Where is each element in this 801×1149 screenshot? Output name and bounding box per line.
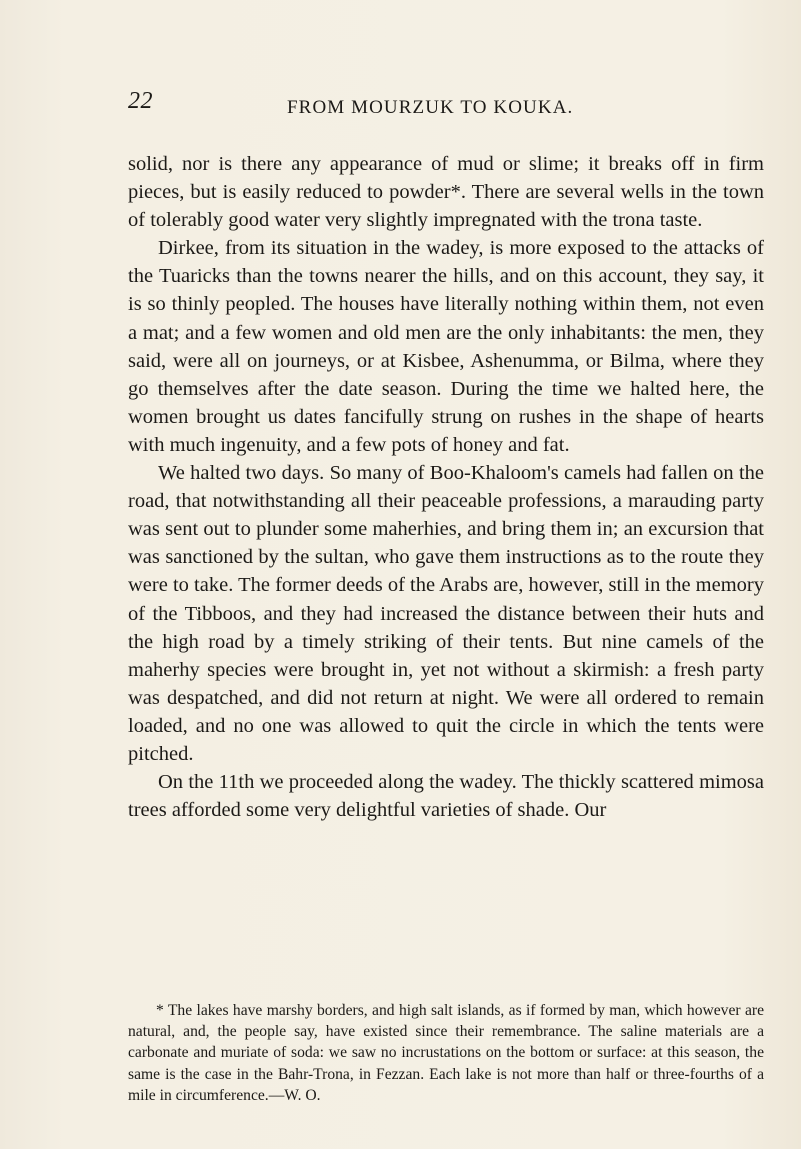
body-text <box>128 150 764 824</box>
paragraph-2: Dirkee, from its situation in the wadey, is more exposed to the attacks of the Tuaricks than the towns nearer the hills, and on this account, they say, it is so thinly peopled. The houses have literally nothing within them, not even a mat; and a few women and old men are the only inhabitants: the men, they said, were all on journeys, or at Kisbee, Ashenumma, or Bilma, where they go themselves after the date season. During the time we halted here, the women brought us dates fancifully strung on rushes in the shape of hearts with much ingenuity, and a few pots of honey and fat. <box>128 237 764 456</box>
paragraph-4: On the 11th we proceeded along the wadey. The thickly scattered mimosa trees afforded some very delightful varieties of shade. Our <box>128 771 764 822</box>
page-number: 22 <box>128 88 153 114</box>
paragraph-3: We halted two days. So many of Boo-Khaloom's camels had fallen on the road, that notwithstanding all their peaceable professions, a marauding party was sent out to plunder some maherhies, and bring them in; an excursion that was sanctioned by the sultan, who gave them instructions as to the route they were to take. The former deeds of the Arabs are, however, still in the memory of the Tibboos, and they had increased the distance between their huts and the high road by a timely striking of their tents. But nine camels of the maherhy species were brought in, yet not without a skirmish: a fresh party was despatched, and did not return at night. We were all ordered to remain loaded, and no one was allowed to quit the circle in which the tents were pitched. <box>128 462 764 765</box>
running-title: FROM MOURZUK TO KOUKA. <box>287 97 574 118</box>
running-head <box>0 88 801 128</box>
footnote: * The lakes have marshy borders, and high salt islands, as if formed by man, which however are natural, and, the people say, have existed since their remembrance. The saline materials are a carbonate and muriate of soda: we saw no incrustations on the bottom or surface: at this season, the same is the case in the Bahr-Trona, in Fezzan. Each lake is not more than half or three-fourths of a mile in circumference.—W. O. <box>128 1002 764 1104</box>
paragraph-1: solid, nor is there any appearance of mud or slime; it breaks off in firm pieces, but is easily reduced to powder*. There are several wells in the town of tolerably good water very slightly impregnated with the trona taste. <box>128 153 764 232</box>
